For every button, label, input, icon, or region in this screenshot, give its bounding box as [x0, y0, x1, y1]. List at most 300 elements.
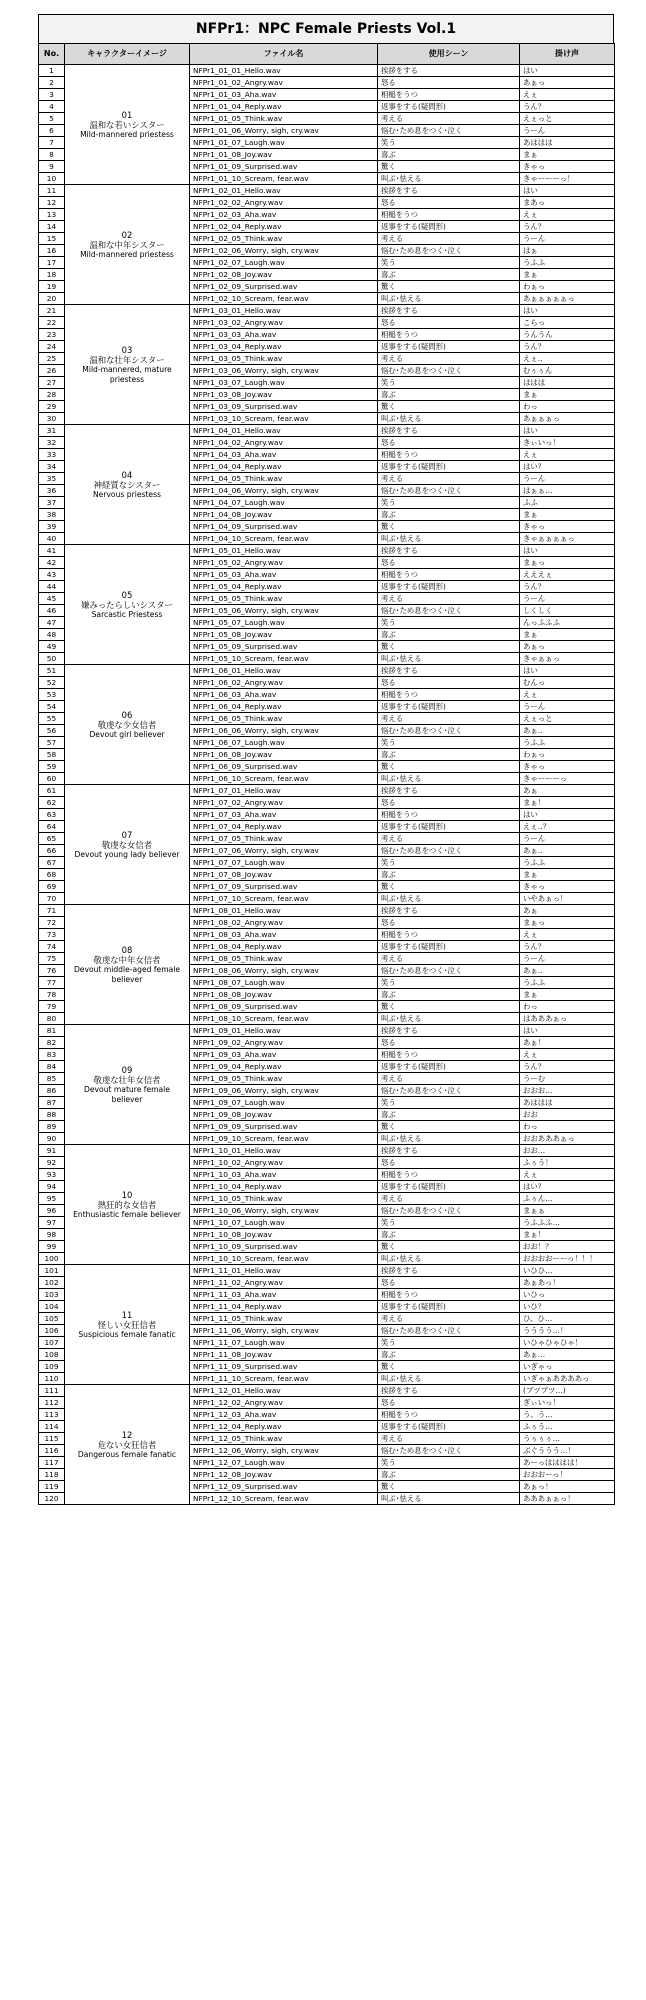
scene-cell: 返事をする(疑問形): [378, 1421, 520, 1433]
row-number: 61: [39, 785, 65, 797]
call-cell: あーっはははは！: [520, 1457, 615, 1469]
call-cell: まぁ: [520, 149, 615, 161]
character-name-en: Devout young lady believer: [74, 849, 180, 859]
header-file-name: ファイル名: [190, 44, 378, 65]
scene-cell: 相槌をうつ: [378, 89, 520, 101]
header-scene: 使用シーン: [378, 44, 520, 65]
character-name-en: Suspicious female fanatic: [78, 1329, 176, 1339]
call-cell: おおおおーーっ！！！: [520, 1253, 615, 1265]
file-name-cell: NFPr1_05_02_Angry.wav: [190, 557, 378, 569]
scene-cell: 返事をする(疑問形): [378, 461, 520, 473]
scene-cell: 悩む･ため息をつく･泣く: [378, 1445, 520, 1457]
scene-cell: 叫ぶ･怯える: [378, 893, 520, 905]
file-name-cell: NFPr1_04_09_Surprised.wav: [190, 521, 378, 533]
call-cell: えぇ: [520, 1169, 615, 1181]
scene-cell: 挨拶をする: [378, 425, 520, 437]
scene-cell: 喜ぶ: [378, 749, 520, 761]
call-cell: えぇっと: [520, 713, 615, 725]
call-cell: あぁぁぁっ: [520, 413, 615, 425]
scene-cell: 怒る: [378, 437, 520, 449]
row-number: 20: [39, 293, 65, 305]
call-cell: いやあぁっ！: [520, 893, 615, 905]
call-cell: きゃーーーっ: [520, 773, 615, 785]
scene-cell: 笑う: [378, 977, 520, 989]
row-number: 9: [39, 161, 65, 173]
file-name-cell: NFPr1_03_04_Reply.wav: [190, 341, 378, 353]
row-number: 53: [39, 689, 65, 701]
file-name-cell: NFPr1_12_02_Angry.wav: [190, 1397, 378, 1409]
character-name-jp: 神経質なシスター: [93, 479, 161, 490]
row-number: 57: [39, 737, 65, 749]
file-name-cell: NFPr1_02_07_Laugh.wav: [190, 257, 378, 269]
call-cell: むぅぅん: [520, 365, 615, 377]
row-number: 30: [39, 413, 65, 425]
row-number: 52: [39, 677, 65, 689]
scene-cell: 笑う: [378, 1337, 520, 1349]
character-number: 03: [121, 344, 133, 355]
file-name-cell: NFPr1_11_10_Scream, fear.wav: [190, 1373, 378, 1385]
scene-cell: 笑う: [378, 497, 520, 509]
call-cell: うーん: [520, 473, 615, 485]
row-number: 60: [39, 773, 65, 785]
table-row: [39, 1385, 615, 1397]
character-number: 10: [121, 1189, 133, 1200]
row-number: 93: [39, 1169, 65, 1181]
table-row: [39, 65, 615, 77]
call-cell: いひひ…: [520, 1265, 615, 1277]
scene-cell: 返事をする(疑問形): [378, 581, 520, 593]
call-cell: あぁ: [520, 905, 615, 917]
file-name-cell: NFPr1_11_05_Think.wav: [190, 1313, 378, 1325]
header-call: 掛け声: [520, 44, 615, 65]
row-number: 79: [39, 1001, 65, 1013]
file-name-cell: NFPr1_12_07_Laugh.wav: [190, 1457, 378, 1469]
scene-cell: 喜ぶ: [378, 269, 520, 281]
file-name-cell: NFPr1_09_09_Surprised.wav: [190, 1121, 378, 1133]
character-name-en: Mild-mannered, mature priestess: [82, 364, 172, 384]
character-image-cell: [65, 305, 190, 425]
file-name-cell: NFPr1_11_07_Laugh.wav: [190, 1337, 378, 1349]
file-name-cell: NFPr1_08_10_Scream, fear.wav: [190, 1013, 378, 1025]
file-name-cell: NFPr1_06_05_Think.wav: [190, 713, 378, 725]
file-name-cell: NFPr1_02_01_Hello.wav: [190, 185, 378, 197]
file-name-cell: NFPr1_11_04_Reply.wav: [190, 1301, 378, 1313]
row-number: 108: [39, 1349, 65, 1361]
character-name-en: Nervous priestess: [92, 489, 162, 499]
scene-cell: 挨拶をする: [378, 665, 520, 677]
row-number: 11: [39, 185, 65, 197]
call-cell: うふふ: [520, 257, 615, 269]
scene-cell: 相槌をうつ: [378, 809, 520, 821]
file-name-cell: NFPr1_02_04_Reply.wav: [190, 221, 378, 233]
row-number: 63: [39, 809, 65, 821]
row-number: 18: [39, 269, 65, 281]
file-name-cell: NFPr1_03_05_Think.wav: [190, 353, 378, 365]
row-number: 105: [39, 1313, 65, 1325]
file-name-cell: NFPr1_07_04_Reply.wav: [190, 821, 378, 833]
file-name-cell: NFPr1_08_04_Reply.wav: [190, 941, 378, 953]
file-name-cell: NFPr1_03_03_Aha.wav: [190, 329, 378, 341]
file-name-cell: NFPr1_05_05_Think.wav: [190, 593, 378, 605]
row-number: 34: [39, 461, 65, 473]
file-name-cell: NFPr1_04_04_Reply.wav: [190, 461, 378, 473]
row-number: 109: [39, 1361, 65, 1373]
row-number: 25: [39, 353, 65, 365]
call-cell: いぎゃぁああああっ: [520, 1373, 615, 1385]
character-image-cell: [65, 425, 190, 545]
row-number: 33: [39, 449, 65, 461]
row-number: 44: [39, 581, 65, 593]
character-name-jp: 危ない女狂信者: [97, 1439, 157, 1450]
row-number: 69: [39, 881, 65, 893]
call-cell: うーん: [520, 833, 615, 845]
row-number: 45: [39, 593, 65, 605]
scene-cell: 喜ぶ: [378, 1469, 520, 1481]
scene-cell: 喜ぶ: [378, 509, 520, 521]
file-name-cell: NFPr1_10_03_Aha.wav: [190, 1169, 378, 1181]
character-image-cell: [65, 1385, 190, 1505]
scene-cell: 叫ぶ･怯える: [378, 653, 520, 665]
call-cell: うん？: [520, 581, 615, 593]
row-number: 84: [39, 1061, 65, 1073]
row-number: 55: [39, 713, 65, 725]
row-number: 77: [39, 977, 65, 989]
table-row: [39, 185, 615, 197]
file-name-cell: NFPr1_09_02_Angry.wav: [190, 1037, 378, 1049]
scene-cell: 返事をする(疑問形): [378, 101, 520, 113]
file-name-cell: NFPr1_07_06_Worry, sigh, cry.wav: [190, 845, 378, 857]
scene-cell: 返事をする(疑問形): [378, 341, 520, 353]
scene-cell: 相槌をうつ: [378, 929, 520, 941]
scene-cell: 叫ぶ･怯える: [378, 1493, 520, 1505]
call-cell: あぁっ: [520, 77, 615, 89]
row-number: 50: [39, 653, 65, 665]
row-number: 64: [39, 821, 65, 833]
scene-cell: 叫ぶ･怯える: [378, 1013, 520, 1025]
scene-cell: 驚く: [378, 761, 520, 773]
file-name-cell: NFPr1_08_05_Think.wav: [190, 953, 378, 965]
character-image-cell: [65, 65, 190, 185]
call-cell: あははは: [520, 1097, 615, 1109]
file-name-cell: NFPr1_11_02_Angry.wav: [190, 1277, 378, 1289]
scene-cell: 挨拶をする: [378, 1385, 520, 1397]
row-number: 32: [39, 437, 65, 449]
call-cell: まぁっ: [520, 557, 615, 569]
row-number: 40: [39, 533, 65, 545]
file-name-cell: NFPr1_08_03_Aha.wav: [190, 929, 378, 941]
character-number: 09: [121, 1064, 133, 1075]
call-cell: はい: [520, 545, 615, 557]
row-number: 73: [39, 929, 65, 941]
scene-cell: 考える: [378, 1313, 520, 1325]
call-cell: うううう…！: [520, 1325, 615, 1337]
character-name-jp: 敬虔な壮年女信者: [93, 1074, 161, 1085]
scene-cell: 考える: [378, 353, 520, 365]
row-number: 17: [39, 257, 65, 269]
row-number: 100: [39, 1253, 65, 1265]
row-number: 15: [39, 233, 65, 245]
scene-cell: 相槌をうつ: [378, 209, 520, 221]
call-cell: ぎぃいっ！: [520, 1397, 615, 1409]
row-number: 38: [39, 509, 65, 521]
call-cell: うーん: [520, 593, 615, 605]
table-body: [39, 65, 615, 1505]
character-name-en: Mild-mannered priestess: [80, 249, 174, 259]
row-number: 104: [39, 1301, 65, 1313]
call-cell: んっふふふ: [520, 617, 615, 629]
row-number: 110: [39, 1373, 65, 1385]
row-number: 111: [39, 1385, 65, 1397]
call-cell: おおあああぁっ: [520, 1133, 615, 1145]
file-name-cell: NFPr1_03_09_Surprised.wav: [190, 401, 378, 413]
scene-cell: 怒る: [378, 77, 520, 89]
file-name-cell: NFPr1_01_10_Scream, fear.wav: [190, 173, 378, 185]
scene-cell: 喜ぶ: [378, 389, 520, 401]
row-number: 29: [39, 401, 65, 413]
file-name-cell: NFPr1_07_01_Hello.wav: [190, 785, 378, 797]
file-name-cell: NFPr1_07_03_Aha.wav: [190, 809, 378, 821]
spreadsheet: [38, 14, 614, 1505]
call-cell: うんうん: [520, 329, 615, 341]
scene-cell: 叫ぶ･怯える: [378, 173, 520, 185]
file-name-cell: NFPr1_10_09_Surprised.wav: [190, 1241, 378, 1253]
call-cell: きゃーーーっ！: [520, 173, 615, 185]
scene-cell: 悩む･ため息をつく･泣く: [378, 605, 520, 617]
scene-cell: 笑う: [378, 1097, 520, 1109]
scene-cell: 驚く: [378, 641, 520, 653]
call-cell: あぁっ: [520, 641, 615, 653]
call-cell: まあっ: [520, 197, 615, 209]
file-name-cell: NFPr1_02_02_Angry.wav: [190, 197, 378, 209]
file-name-cell: NFPr1_11_03_Aha.wav: [190, 1289, 378, 1301]
file-name-cell: NFPr1_12_08_Joy.wav: [190, 1469, 378, 1481]
file-name-cell: NFPr1_05_03_Aha.wav: [190, 569, 378, 581]
file-name-cell: NFPr1_11_09_Surprised.wav: [190, 1361, 378, 1373]
scene-cell: 怒る: [378, 317, 520, 329]
row-number: 54: [39, 701, 65, 713]
call-cell: わっ: [520, 1001, 615, 1013]
file-name-cell: NFPr1_01_01_Hello.wav: [190, 65, 378, 77]
file-name-cell: NFPr1_06_04_Reply.wav: [190, 701, 378, 713]
call-cell: きゃっ: [520, 161, 615, 173]
row-number: 13: [39, 209, 65, 221]
file-name-cell: NFPr1_06_03_Aha.wav: [190, 689, 378, 701]
character-name-jp: 嫌みったらしいシスター: [81, 599, 173, 610]
file-name-cell: NFPr1_02_05_Think.wav: [190, 233, 378, 245]
scene-cell: 叫ぶ･怯える: [378, 293, 520, 305]
call-cell: まぁ！: [520, 1229, 615, 1241]
call-cell: はぁぁ…: [520, 485, 615, 497]
scene-cell: 悩む･ため息をつく･泣く: [378, 1085, 520, 1097]
character-number: 12: [121, 1429, 133, 1440]
scene-cell: 驚く: [378, 1361, 520, 1373]
row-number: 42: [39, 557, 65, 569]
file-name-cell: NFPr1_06_06_Worry, sigh, cry.wav: [190, 725, 378, 737]
row-number: 90: [39, 1133, 65, 1145]
row-number: 23: [39, 329, 65, 341]
character-name-en: Sarcastic Priestess: [91, 609, 163, 619]
call-cell: おお…: [520, 1145, 615, 1157]
scene-cell: 相槌をうつ: [378, 1169, 520, 1181]
scene-cell: 考える: [378, 1433, 520, 1445]
row-number: 22: [39, 317, 65, 329]
row-number: 107: [39, 1337, 65, 1349]
table-row: [39, 305, 615, 317]
character-number: 11: [121, 1309, 133, 1320]
call-cell: まぁっ: [520, 917, 615, 929]
table-row: [39, 1145, 615, 1157]
file-name-cell: NFPr1_01_06_Worry, sigh, cry.wav: [190, 125, 378, 137]
scene-cell: 喜ぶ: [378, 1349, 520, 1361]
file-name-cell: NFPr1_10_02_Angry.wav: [190, 1157, 378, 1169]
row-number: 76: [39, 965, 65, 977]
scene-cell: 返事をする(疑問形): [378, 1061, 520, 1073]
row-number: 5: [39, 113, 65, 125]
file-name-cell: NFPr1_08_06_Worry, sigh, cry.wav: [190, 965, 378, 977]
call-cell: こらっ: [520, 317, 615, 329]
file-name-cell: NFPr1_11_06_Worry, sigh, cry.wav: [190, 1325, 378, 1337]
row-number: 27: [39, 377, 65, 389]
character-name-en: Dangerous female fanatic: [77, 1449, 177, 1459]
file-name-cell: NFPr1_03_07_Laugh.wav: [190, 377, 378, 389]
scene-cell: 挨拶をする: [378, 545, 520, 557]
row-number: 28: [39, 389, 65, 401]
scene-cell: 考える: [378, 1073, 520, 1085]
header-no: No.: [39, 44, 65, 65]
file-name-cell: NFPr1_10_08_Joy.wav: [190, 1229, 378, 1241]
scene-cell: 怒る: [378, 1277, 520, 1289]
row-number: 70: [39, 893, 65, 905]
file-name-cell: NFPr1_09_07_Laugh.wav: [190, 1097, 378, 1109]
row-number: 99: [39, 1241, 65, 1253]
scene-cell: 悩む･ため息をつく･泣く: [378, 965, 520, 977]
call-cell: あははは: [520, 137, 615, 149]
scene-cell: 相槌をうつ: [378, 569, 520, 581]
row-number: 92: [39, 1157, 65, 1169]
row-number: 14: [39, 221, 65, 233]
scene-cell: 相槌をうつ: [378, 689, 520, 701]
call-cell: きゃぁぁっ: [520, 653, 615, 665]
call-cell: (ブツブツ…): [520, 1385, 615, 1397]
character-name-jp: 熱狂的な女信者: [97, 1199, 157, 1210]
row-number: 3: [39, 89, 65, 101]
call-cell: ふぅう！: [520, 1157, 615, 1169]
call-cell: えええぇ: [520, 569, 615, 581]
scene-cell: 返事をする(疑問形): [378, 701, 520, 713]
call-cell: うん？: [520, 221, 615, 233]
character-number: 05: [121, 589, 133, 600]
file-name-cell: NFPr1_12_03_Aha.wav: [190, 1409, 378, 1421]
call-cell: あぁあっ！: [520, 1277, 615, 1289]
file-name-cell: NFPr1_09_10_Scream, fear.wav: [190, 1133, 378, 1145]
row-number: 91: [39, 1145, 65, 1157]
row-number: 59: [39, 761, 65, 773]
scene-cell: 返事をする(疑問形): [378, 941, 520, 953]
scene-cell: 考える: [378, 113, 520, 125]
file-name-cell: NFPr1_01_09_Surprised.wav: [190, 161, 378, 173]
row-number: 101: [39, 1265, 65, 1277]
file-name-cell: NFPr1_02_09_Surprised.wav: [190, 281, 378, 293]
scene-cell: 叫ぶ･怯える: [378, 1253, 520, 1265]
file-name-cell: NFPr1_06_09_Surprised.wav: [190, 761, 378, 773]
file-name-cell: NFPr1_10_01_Hello.wav: [190, 1145, 378, 1157]
character-image-cell: [65, 665, 190, 785]
row-number: 24: [39, 341, 65, 353]
scene-cell: 考える: [378, 953, 520, 965]
file-name-cell: NFPr1_06_01_Hello.wav: [190, 665, 378, 677]
character-name-jp: 敬虔な女信者: [101, 839, 153, 850]
scene-cell: 笑う: [378, 257, 520, 269]
character-name-jp: 敬虔な少女信者: [97, 719, 157, 730]
call-cell: はぁ: [520, 245, 615, 257]
row-number: 49: [39, 641, 65, 653]
call-cell: うふふ: [520, 857, 615, 869]
character-number: 02: [121, 229, 133, 240]
file-name-cell: NFPr1_02_08_Joy.wav: [190, 269, 378, 281]
file-name-cell: NFPr1_05_10_Scream, fear.wav: [190, 653, 378, 665]
call-cell: あぁ‥: [520, 845, 615, 857]
scene-cell: 叫ぶ･怯える: [378, 1373, 520, 1385]
voice-table: [38, 43, 615, 1505]
row-number: 103: [39, 1289, 65, 1301]
scene-cell: 喜ぶ: [378, 149, 520, 161]
call-cell: はい: [520, 185, 615, 197]
scene-cell: 驚く: [378, 401, 520, 413]
call-cell: はい？: [520, 461, 615, 473]
row-number: 65: [39, 833, 65, 845]
file-name-cell: NFPr1_09_08_Joy.wav: [190, 1109, 378, 1121]
call-cell: わっ: [520, 401, 615, 413]
scene-cell: 怒る: [378, 797, 520, 809]
scene-cell: 挨拶をする: [378, 905, 520, 917]
call-cell: おお！？: [520, 1241, 615, 1253]
scene-cell: 悩む･ため息をつく･泣く: [378, 1205, 520, 1217]
file-name-cell: NFPr1_02_10_Scream, fear.wav: [190, 293, 378, 305]
row-number: 66: [39, 845, 65, 857]
scene-cell: 悩む･ため息をつく･泣く: [378, 1325, 520, 1337]
row-number: 68: [39, 869, 65, 881]
header-row: [39, 44, 615, 65]
call-cell: むんっ: [520, 677, 615, 689]
call-cell: まぁ: [520, 629, 615, 641]
file-name-cell: NFPr1_04_06_Worry, sigh, cry.wav: [190, 485, 378, 497]
row-number: 37: [39, 497, 65, 509]
file-name-cell: NFPr1_11_01_Hello.wav: [190, 1265, 378, 1277]
scene-cell: 笑う: [378, 1217, 520, 1229]
scene-cell: 返事をする(疑問形): [378, 1181, 520, 1193]
file-name-cell: NFPr1_04_07_Laugh.wav: [190, 497, 378, 509]
row-number: 114: [39, 1421, 65, 1433]
call-cell: うふふ: [520, 737, 615, 749]
file-name-cell: NFPr1_06_08_Joy.wav: [190, 749, 378, 761]
scene-cell: 怒る: [378, 557, 520, 569]
call-cell: おおお…: [520, 1085, 615, 1097]
scene-cell: 相槌をうつ: [378, 329, 520, 341]
character-image-cell: [65, 905, 190, 1025]
row-number: 74: [39, 941, 65, 953]
row-number: 71: [39, 905, 65, 917]
call-cell: う、う…: [520, 1409, 615, 1421]
call-cell: えぇ: [520, 89, 615, 101]
row-number: 83: [39, 1049, 65, 1061]
scene-cell: 怒る: [378, 197, 520, 209]
scene-cell: 怒る: [378, 917, 520, 929]
call-cell: うーむ: [520, 1073, 615, 1085]
call-cell: えぇ: [520, 929, 615, 941]
file-name-cell: NFPr1_12_09_Surprised.wav: [190, 1481, 378, 1493]
file-name-cell: NFPr1_02_06_Worry, sigh, cry.wav: [190, 245, 378, 257]
call-cell: きゃっ: [520, 521, 615, 533]
